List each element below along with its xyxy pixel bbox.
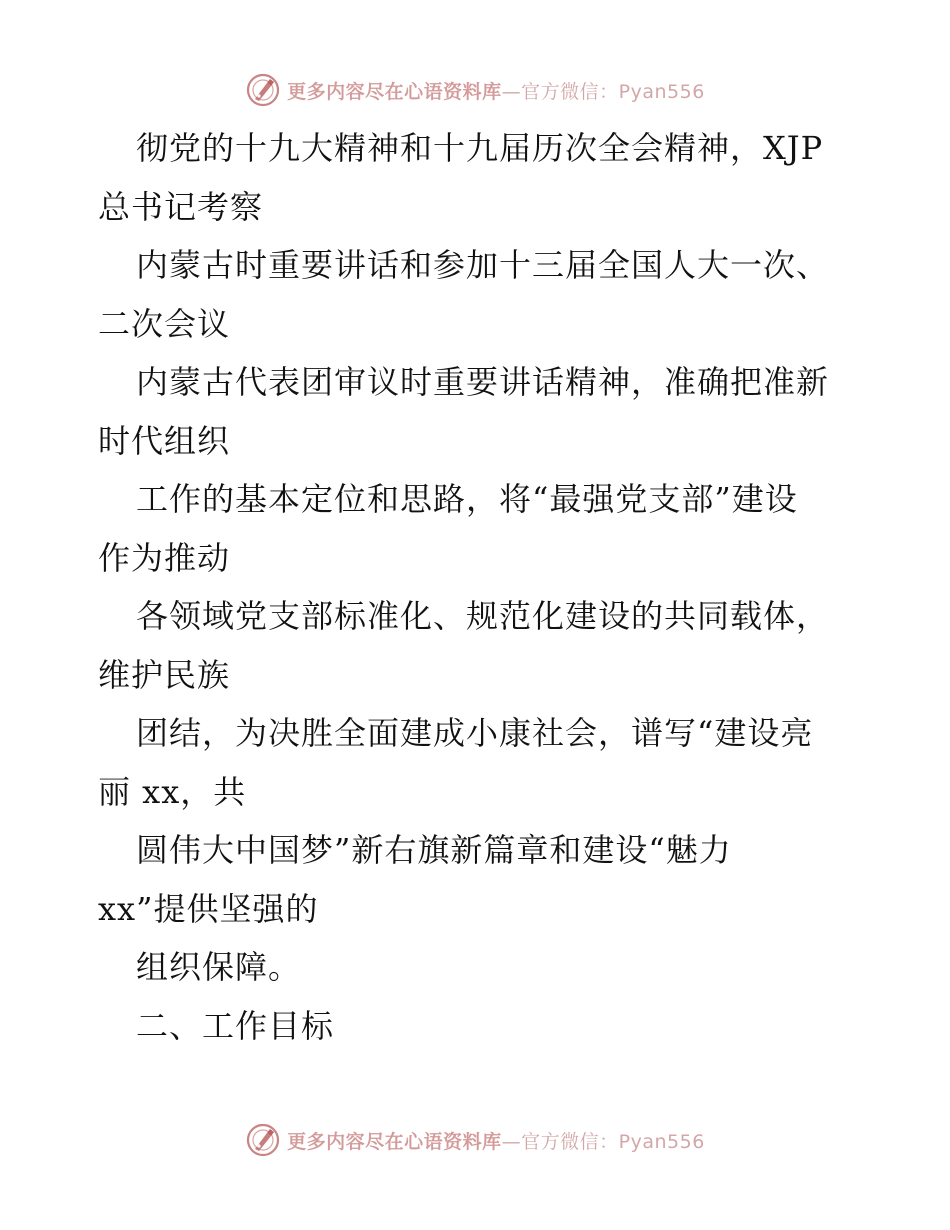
text-line: 作为推动 — [98, 538, 231, 577]
text-line: 彻党的十九大精神和十九届历次全会精神，XJP — [136, 129, 824, 167]
text-line: 圆伟大中国梦”新右旗新篇章和建设“魅力 — [136, 831, 732, 869]
header-watermark-banner — [0, 70, 950, 110]
text-line: 总书记考察 — [98, 187, 264, 226]
header-watermark-text: 更多内容尽在心语资料库—官方微信：Pyan556 — [287, 80, 705, 103]
text-line: 各领域党支部标准化、规范化建设的共同载体， — [136, 597, 830, 635]
text-line: 内蒙古代表团审议时重要讲话精神，准确把准新 — [136, 363, 830, 401]
pen-nib-logo-icon — [245, 1122, 281, 1158]
footer-watermark-text: 更多内容尽在心语资料库—官方微信：Pyan556 — [287, 1130, 705, 1153]
text-line: 丽 xx，共 — [98, 772, 247, 811]
footer-watermark-banner — [0, 1120, 950, 1160]
text-line: 组织保障。 — [136, 948, 302, 986]
pen-nib-logo-icon — [245, 72, 281, 108]
text-line: 时代组织 — [98, 421, 231, 460]
text-line: 二、工作目标 — [136, 1006, 335, 1045]
text-line: 二次会议 — [98, 304, 231, 343]
text-line: 维护民族 — [98, 655, 231, 694]
document-body — [98, 119, 858, 1055]
text-line: 工作的基本定位和思路，将“最强党支部”建设 — [136, 480, 798, 518]
text-line: 内蒙古时重要讲话和参加十三届全国人大一次、 — [136, 246, 830, 284]
text-line: xx”提供坚强的 — [98, 889, 319, 928]
text-line: 团结，为决胜全面建成小康社会，谱写“建设亮 — [136, 714, 814, 752]
